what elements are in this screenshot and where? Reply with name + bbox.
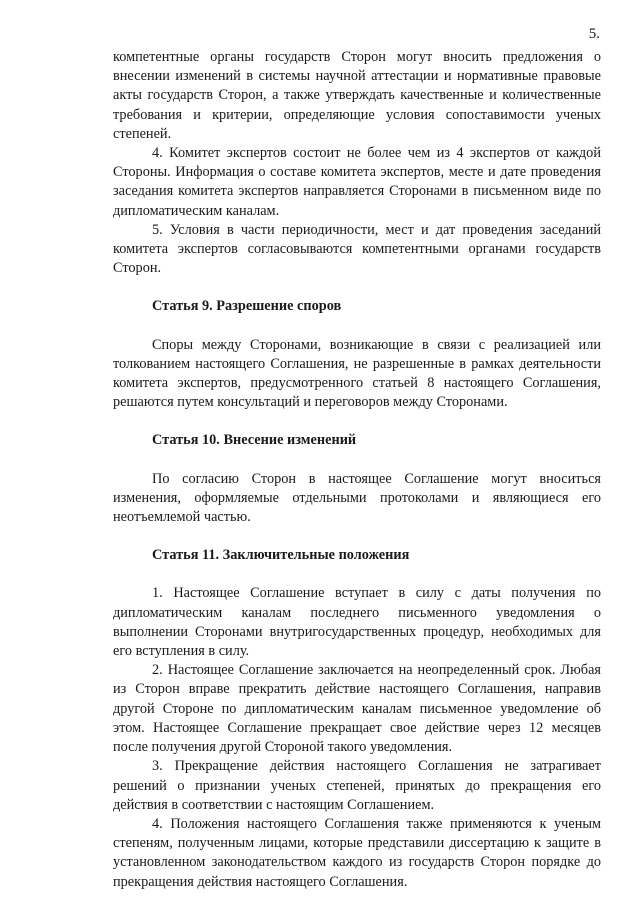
paragraph-item-5: 5. Условия в части периодичности, мест и дат проведения заседаний комитета экспертов согласовываются компетентными органами государств Сторон. [113,221,601,277]
paragraph-item-4: 4. Комитет экспертов состоит не более чем из 4 экспертов от каждой Стороны. Информация о составе комитета экспертов, месте и дате проведения заседания комитета экспертов направляется Сторонами в письменном виде по дипломатическим каналам. [113,145,601,219]
article-10-paragraph: По согласию Сторон в настоящее Соглашение могут вноситься изменения, оформляемые отдельными протоколами и являющиеся его неотъемлемой частью. [113,470,601,526]
article-11-paragraph-1: 1. Настоящее Соглашение вступает в силу с даты получения по дипломатическим каналам последнего письменного уведомления о выполнении Сторонами внутригосударственных процедур, необходимых для его вступления в силу. [113,585,601,660]
article-9-paragraph: Споры между Сторонами, возникающие в связи с реализацией или толкованием настоящего Соглашения, не разрешенные в рамках деятельности комитета экспертов, предусмотренного статьей 8 настоящего Соглашения, решаются путем консультаций и переговоров между Сторонами. [113,336,601,411]
document-body [113,48,601,892]
article-11-paragraph-2: 2. Настоящее Соглашение заключается на неопределенный срок. Любая из Сторон вправе прекратить действие настоящего Соглашения, направив другой Стороне по дипломатическим каналам письменное уведомление об этом. Настоящее Соглашение прекращает свое действие через 12 месяцев после получения другой Стороной такого уведомления. [113,662,601,756]
article-11-paragraph-3: 3. Прекращение действия настоящего Соглашения не затрагивает решений о признании ученых степеней, принятых до прекращения его действия в соответствии с настоящим Соглашением. [113,758,601,813]
article-11-paragraph-4: 4. Положения настоящего Соглашения также применяются к ученым степеням, полученным лицами, которые представили диссертацию к защите в установленном законодательством каждого из государств Сторон порядке до прекращения действия настоящего Соглашения. [113,815,601,890]
page-number: 5. [588,26,600,42]
article-11-heading: Статья 11. Заключительные положения [152,547,410,564]
article-9-heading: Статья 9. Разрешение споров [152,298,342,315]
paragraph-continuation: компетентные органы государств Сторон могут вносить предложения о внесении изменений в системы научной аттестации и нормативные правовые акты государств Сторон, а также утверждать качественные и количественные требования и критерии, определяющие условия сопоставимости ученых степеней. [113,49,601,142]
article-10-heading: Статья 10. Внесение изменений [152,432,357,449]
